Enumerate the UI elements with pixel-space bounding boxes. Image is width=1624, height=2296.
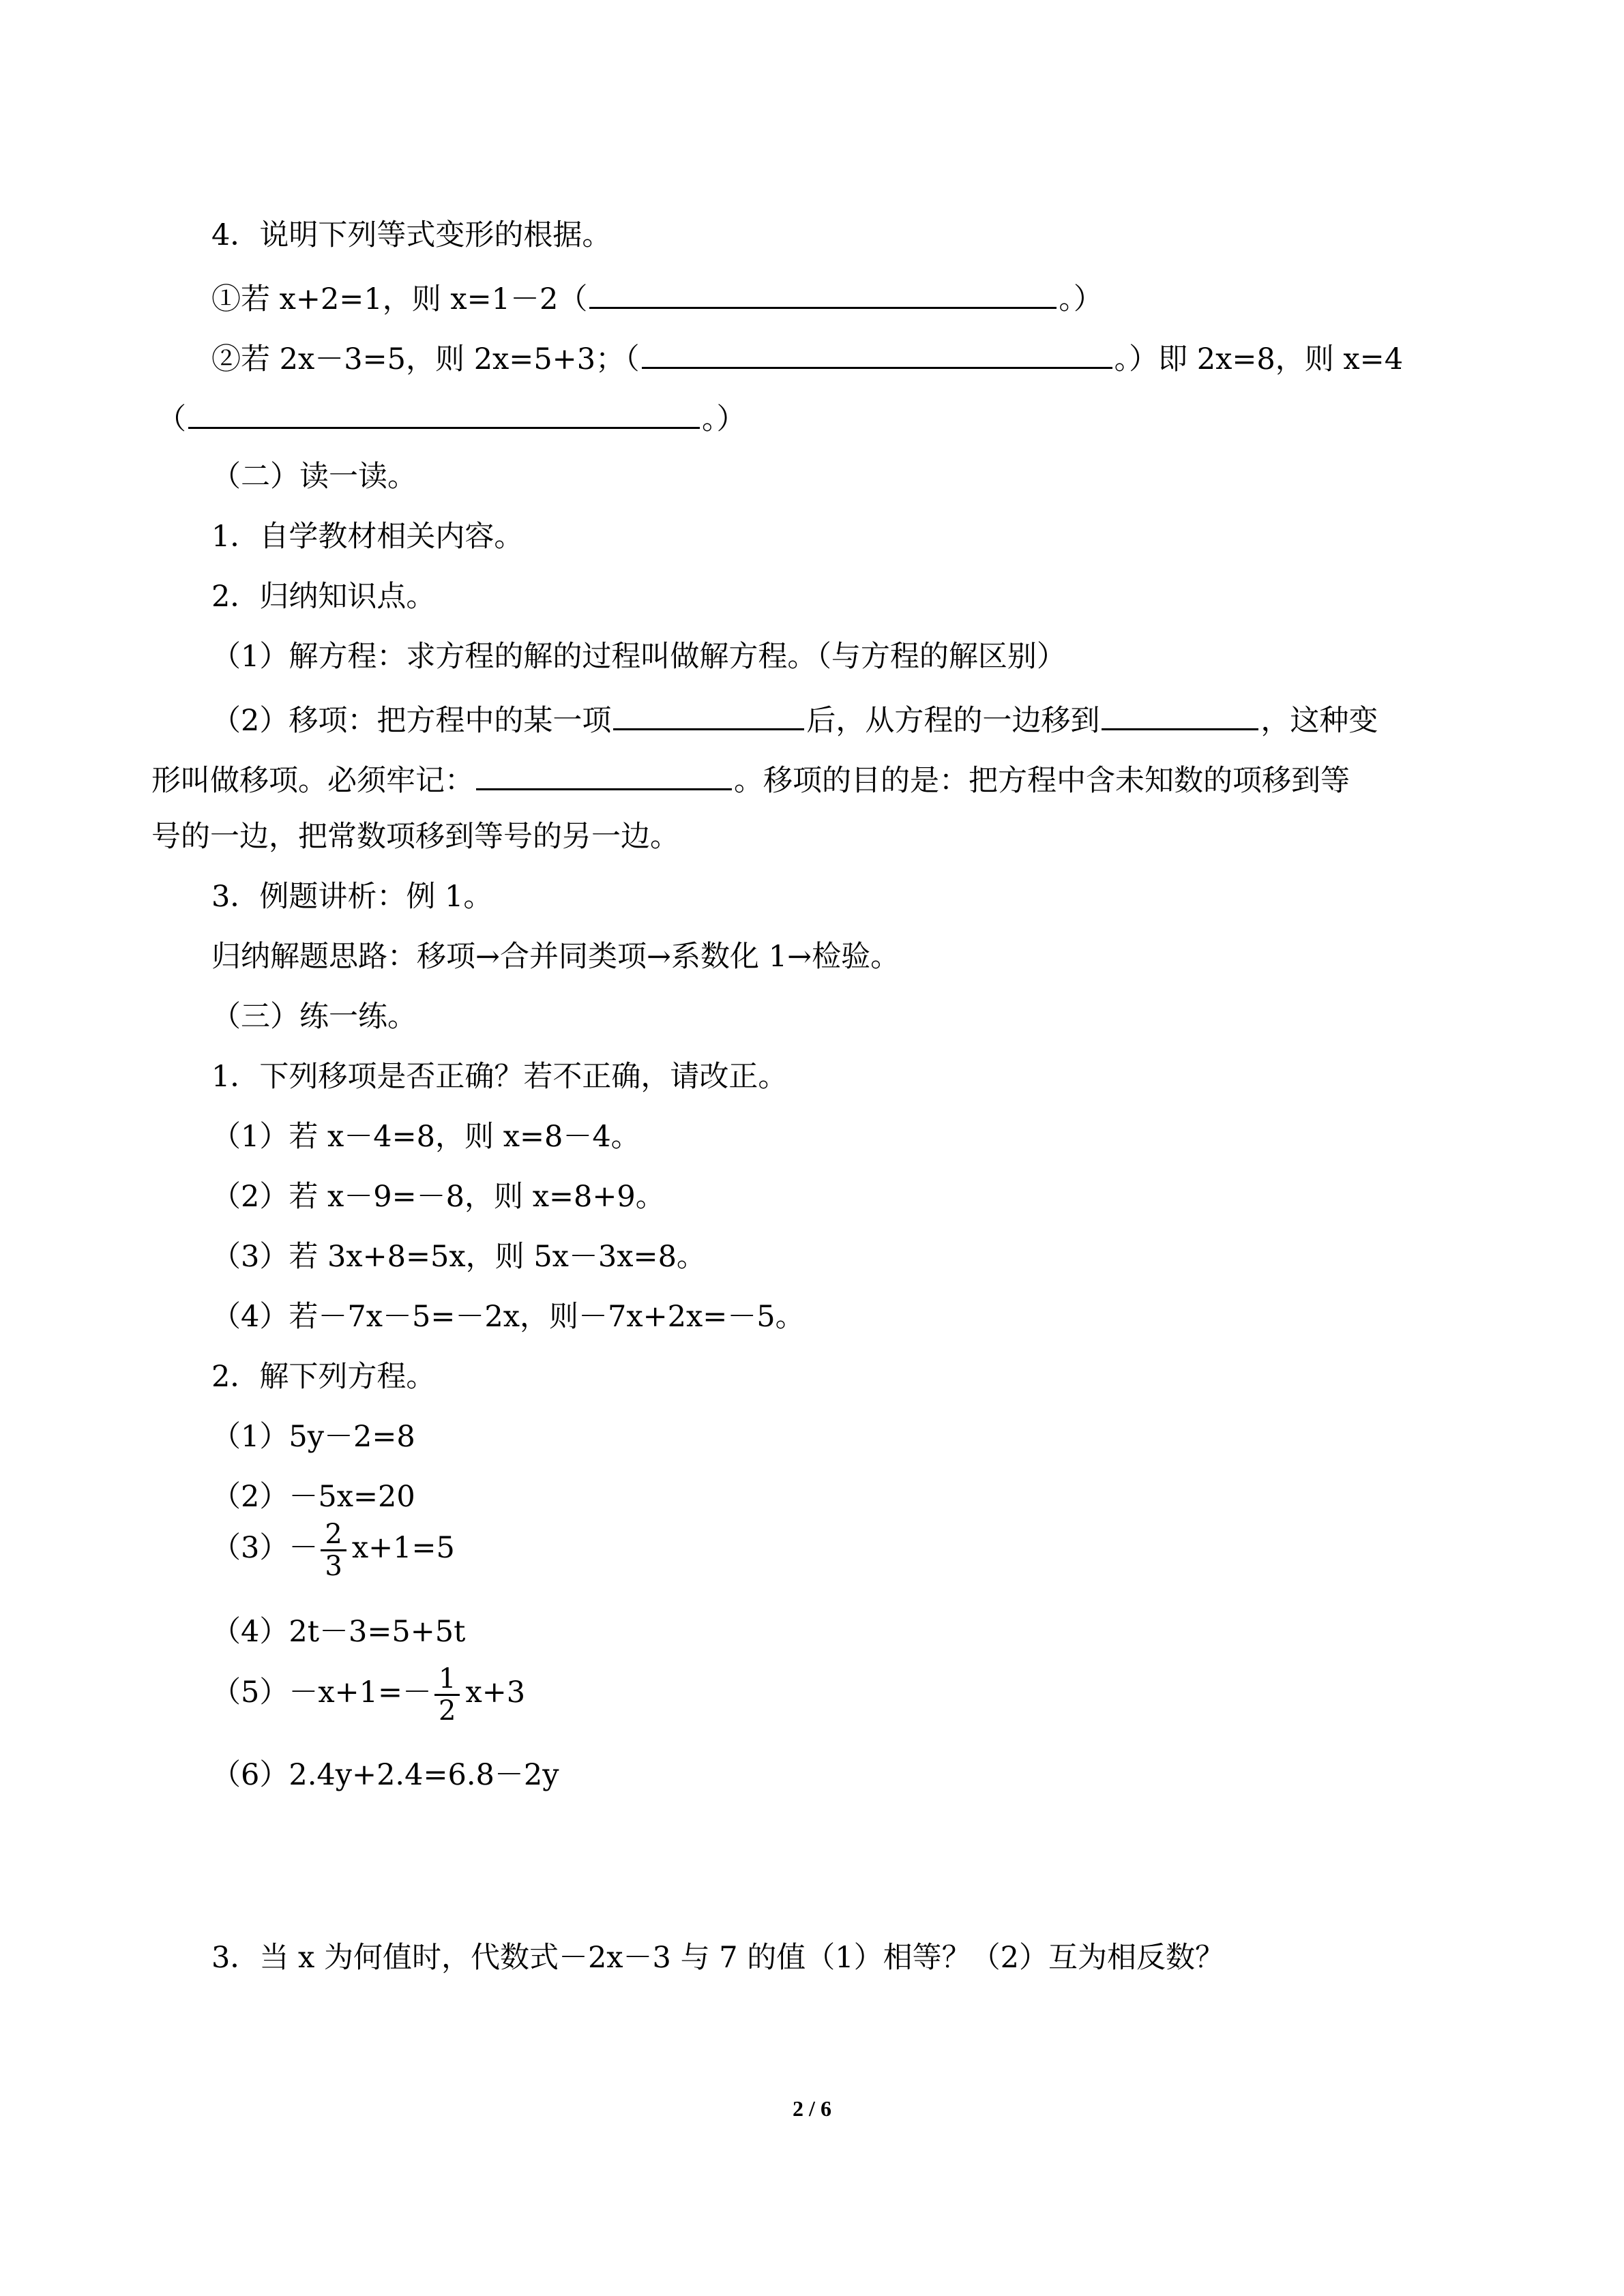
q4-statement-1	[211, 277, 1103, 318]
q4-s1-pre: ①若 x+2=1，则 x=1－2（	[211, 282, 588, 316]
q4-title: 4．说明下列等式变形的根据。	[211, 218, 612, 252]
practice-q2: 2．解下列方程。	[211, 1360, 436, 1394]
p2-a: （2）移项：把方程中的某一项	[211, 704, 612, 738]
read-point-2-cont	[151, 758, 1350, 799]
q4-s3-pre: （	[157, 402, 186, 436]
practice-q3: 3．当 x 为何值时，代数式－2x－3 与 7 的值（1）相等？（2）互为相反数？	[211, 1941, 1224, 1975]
p2-c: ，这种变	[1260, 704, 1378, 738]
denominator: 2	[439, 1695, 456, 1727]
equation-4: （4）2t－3=5+5t	[211, 1615, 466, 1649]
answer-blank[interactable]	[642, 337, 1112, 369]
equation-1: （1）5y－2=8	[211, 1420, 415, 1454]
p2-b: 后，从方程的一边移到	[806, 704, 1100, 738]
eq3-pre: （3）－	[211, 1531, 319, 1565]
practice-q1: 1．下列移项是否正确？若不正确，请改正。	[211, 1060, 788, 1094]
q4-s2-pre: ②若 2x－3=5，则 2x=5+3；（	[211, 342, 640, 376]
eq5-pre: （5）－x+1=－	[211, 1675, 432, 1710]
q1-item: （3）若 3x+8=5x，则 5x－3x=8。	[211, 1240, 706, 1274]
equation-6: （6）2.4y+2.4=6.8－2y	[211, 1758, 559, 1792]
read-item-1: 1．自学教材相关内容。	[211, 520, 524, 554]
q4-statement-2	[211, 337, 1403, 378]
solving-idea: 归纳解题思路：移项→合并同类项→系数化 1→检验。	[211, 940, 900, 974]
q1-item: （2）若 x－9=－8，则 x=8+9。	[211, 1180, 665, 1214]
fraction	[321, 1519, 346, 1581]
answer-blank[interactable]	[188, 397, 700, 429]
page-number: 2 / 6	[793, 2096, 831, 2121]
read-heading: （二）读一读。	[211, 460, 417, 494]
read-point-2-end: 号的一边，把常数项移到等号的另一边。	[151, 820, 679, 854]
read-item-3: 3．例题讲析：例 1。	[211, 880, 493, 914]
equation-5	[211, 1658, 525, 1727]
p2b-a: 形叫做移项。必须牢记：	[151, 764, 474, 798]
equation-2: （2）－5x=20	[211, 1480, 415, 1514]
q4-s2-mid: 。）即 2x=8，则 x=4	[1114, 342, 1404, 376]
read-point-2	[211, 698, 1378, 739]
fraction	[434, 1664, 460, 1726]
numerator: 2	[321, 1519, 346, 1551]
read-item-2: 2．归纳知识点。	[211, 580, 436, 614]
eq5-post: x+3	[465, 1675, 526, 1710]
q1-item: （4）若－7x－5=－2x，则－7x+2x=－5。	[211, 1300, 805, 1334]
q4-s3-post: 。）	[702, 402, 746, 436]
denominator: 3	[325, 1550, 342, 1582]
answer-blank[interactable]	[613, 698, 804, 730]
q4-statement-3	[157, 397, 746, 438]
q1-item: （1）若 x－4=8，则 x=8－4。	[211, 1120, 640, 1154]
numerator: 1	[434, 1664, 460, 1696]
eq3-post: x+1=5	[351, 1531, 455, 1565]
answer-blank[interactable]	[1102, 698, 1258, 730]
practice-heading: （三）练一练。	[211, 1000, 417, 1034]
q4-s1-post: 。）	[1059, 282, 1103, 316]
p2b-b: 。移项的目的是：把方程中含未知数的项移到等	[734, 764, 1350, 798]
answer-blank[interactable]	[589, 277, 1057, 309]
equation-3	[211, 1514, 455, 1582]
answer-blank[interactable]	[476, 758, 732, 790]
read-point-1: （1）解方程：求方程的解的过程叫做解方程。（与方程的解区别）	[211, 640, 1066, 674]
